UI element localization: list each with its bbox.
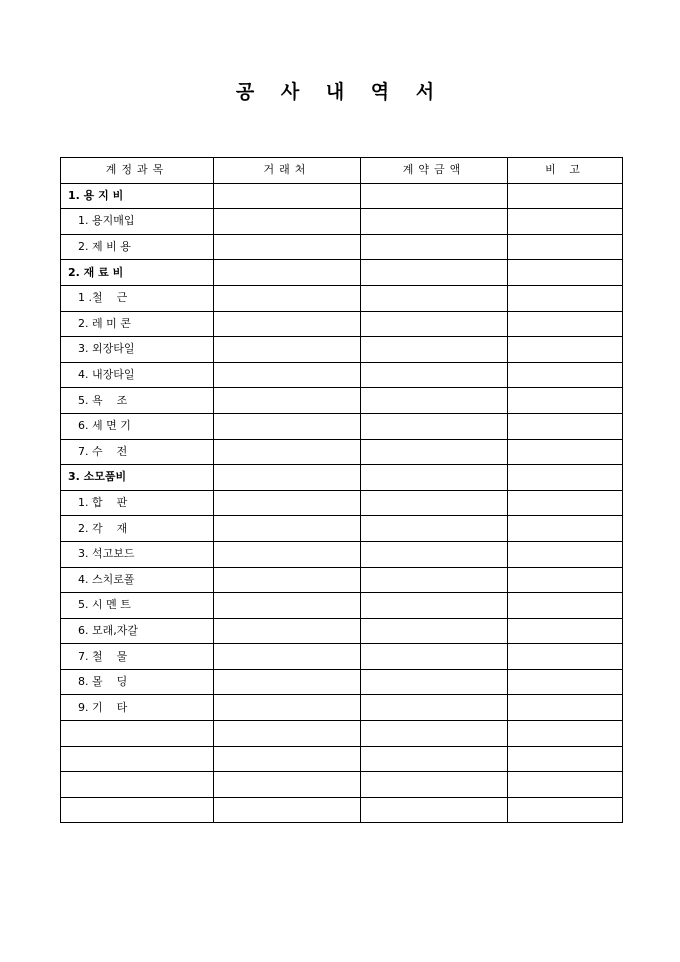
- table-row: [61, 516, 623, 542]
- table-row: [61, 593, 623, 619]
- blank-row: [61, 721, 623, 747]
- remarks-cell: [508, 388, 623, 414]
- remarks-cell: [508, 721, 623, 747]
- contract-amount-cell: [361, 746, 508, 772]
- account-item-cell: 8. 몰 딩: [61, 669, 214, 695]
- blank-row: [61, 772, 623, 798]
- table-row: [61, 234, 623, 260]
- contract-amount-cell: [361, 772, 508, 798]
- remarks-cell: [508, 797, 623, 823]
- vendor-cell: [214, 516, 361, 542]
- vendor-cell: [214, 337, 361, 363]
- header-contract-amount: 계약금액: [361, 158, 508, 184]
- contract-amount-cell: [361, 644, 508, 670]
- table-row: [61, 388, 623, 414]
- account-item-cell: 9. 기 타: [61, 695, 214, 721]
- vendor-cell: [214, 669, 361, 695]
- account-item-cell: 5. 시 멘 트: [61, 593, 214, 619]
- account-item-cell: 5. 욕 조: [61, 388, 214, 414]
- account-item-cell: 2. 재 료 비: [61, 260, 214, 286]
- contract-amount-cell: [361, 593, 508, 619]
- remarks-cell: [508, 183, 623, 209]
- account-item-cell: 1. 용 지 비: [61, 183, 214, 209]
- remarks-cell: [508, 618, 623, 644]
- section-row: [61, 260, 623, 286]
- account-item-cell: 2. 레 미 콘: [61, 311, 214, 337]
- vendor-cell: [214, 695, 361, 721]
- account-item-cell: 3. 석고보드: [61, 541, 214, 567]
- account-item-cell: 4. 스치로폴: [61, 567, 214, 593]
- section-row: [61, 465, 623, 491]
- table-body: [61, 183, 623, 823]
- vendor-cell: [214, 183, 361, 209]
- contract-amount-cell: [361, 490, 508, 516]
- remarks-cell: [508, 669, 623, 695]
- table-row: [61, 541, 623, 567]
- vendor-cell: [214, 362, 361, 388]
- table-row: [61, 695, 623, 721]
- vendor-cell: [214, 388, 361, 414]
- remarks-cell: [508, 465, 623, 491]
- remarks-cell: [508, 209, 623, 235]
- vendor-cell: [214, 746, 361, 772]
- contract-amount-cell: [361, 618, 508, 644]
- vendor-cell: [214, 490, 361, 516]
- remarks-cell: [508, 541, 623, 567]
- table-row: [61, 337, 623, 363]
- contract-amount-cell: [361, 721, 508, 747]
- contract-amount-cell: [361, 567, 508, 593]
- table-row: [61, 285, 623, 311]
- remarks-cell: [508, 234, 623, 260]
- vendor-cell: [214, 209, 361, 235]
- vendor-cell: [214, 234, 361, 260]
- remarks-cell: [508, 772, 623, 798]
- section-row: [61, 183, 623, 209]
- remarks-cell: [508, 362, 623, 388]
- vendor-cell: [214, 567, 361, 593]
- contract-amount-cell: [361, 669, 508, 695]
- vendor-cell: [214, 311, 361, 337]
- remarks-cell: [508, 516, 623, 542]
- remarks-cell: [508, 593, 623, 619]
- remarks-cell: [508, 746, 623, 772]
- remarks-cell: [508, 311, 623, 337]
- cost-breakdown-table: [60, 157, 623, 823]
- remarks-cell: [508, 337, 623, 363]
- contract-amount-cell: [361, 541, 508, 567]
- contract-amount-cell: [361, 285, 508, 311]
- vendor-cell: [214, 721, 361, 747]
- account-item-cell: 3. 소모품비: [61, 465, 214, 491]
- contract-amount-cell: [361, 695, 508, 721]
- blank-row: [61, 797, 623, 823]
- contract-amount-cell: [361, 337, 508, 363]
- account-item-cell: [61, 721, 214, 747]
- account-item-cell: 4. 내장타일: [61, 362, 214, 388]
- account-item-cell: 6. 모래,자갈: [61, 618, 214, 644]
- contract-amount-cell: [361, 516, 508, 542]
- account-item-cell: [61, 772, 214, 798]
- table-row: [61, 311, 623, 337]
- account-item-cell: 3. 외장타일: [61, 337, 214, 363]
- vendor-cell: [214, 593, 361, 619]
- account-item-cell: 6. 세 면 기: [61, 413, 214, 439]
- contract-amount-cell: [361, 413, 508, 439]
- header-vendor: 거래처: [214, 158, 361, 184]
- contract-amount-cell: [361, 388, 508, 414]
- account-item-cell: 2. 각 재: [61, 516, 214, 542]
- remarks-cell: [508, 439, 623, 465]
- vendor-cell: [214, 797, 361, 823]
- contract-amount-cell: [361, 362, 508, 388]
- blank-row: [61, 746, 623, 772]
- account-item-cell: 7. 철 물: [61, 644, 214, 670]
- contract-amount-cell: [361, 183, 508, 209]
- table-row: [61, 362, 623, 388]
- account-item-cell: 1. 합 판: [61, 490, 214, 516]
- remarks-cell: [508, 285, 623, 311]
- account-item-cell: 1 .철 근: [61, 285, 214, 311]
- table-row: [61, 644, 623, 670]
- table-row: [61, 413, 623, 439]
- contract-amount-cell: [361, 465, 508, 491]
- vendor-cell: [214, 260, 361, 286]
- table-row: [61, 618, 623, 644]
- remarks-cell: [508, 260, 623, 286]
- vendor-cell: [214, 618, 361, 644]
- vendor-cell: [214, 439, 361, 465]
- vendor-cell: [214, 644, 361, 670]
- document-title: 공 사 내 역 서: [235, 81, 445, 103]
- table-header: [61, 158, 623, 184]
- vendor-cell: [214, 772, 361, 798]
- vendor-cell: [214, 413, 361, 439]
- account-item-cell: [61, 746, 214, 772]
- vendor-cell: [214, 285, 361, 311]
- table-row: [61, 439, 623, 465]
- contract-amount-cell: [361, 439, 508, 465]
- header-row: [61, 158, 623, 184]
- remarks-cell: [508, 413, 623, 439]
- remarks-cell: [508, 567, 623, 593]
- table-row: [61, 209, 623, 235]
- contract-amount-cell: [361, 311, 508, 337]
- table-row: [61, 567, 623, 593]
- remarks-cell: [508, 695, 623, 721]
- contract-amount-cell: [361, 234, 508, 260]
- contract-amount-cell: [361, 260, 508, 286]
- header-account-item: 계정과목: [61, 158, 214, 184]
- table-row: [61, 669, 623, 695]
- account-item-cell: 1. 용지매입: [61, 209, 214, 235]
- header-remarks: 비 고: [508, 158, 623, 184]
- account-item-cell: [61, 797, 214, 823]
- remarks-cell: [508, 490, 623, 516]
- account-item-cell: 2. 제 비 용: [61, 234, 214, 260]
- remarks-cell: [508, 644, 623, 670]
- table-row: [61, 490, 623, 516]
- vendor-cell: [214, 465, 361, 491]
- contract-amount-cell: [361, 209, 508, 235]
- vendor-cell: [214, 541, 361, 567]
- contract-amount-cell: [361, 797, 508, 823]
- account-item-cell: 7. 수 전: [61, 439, 214, 465]
